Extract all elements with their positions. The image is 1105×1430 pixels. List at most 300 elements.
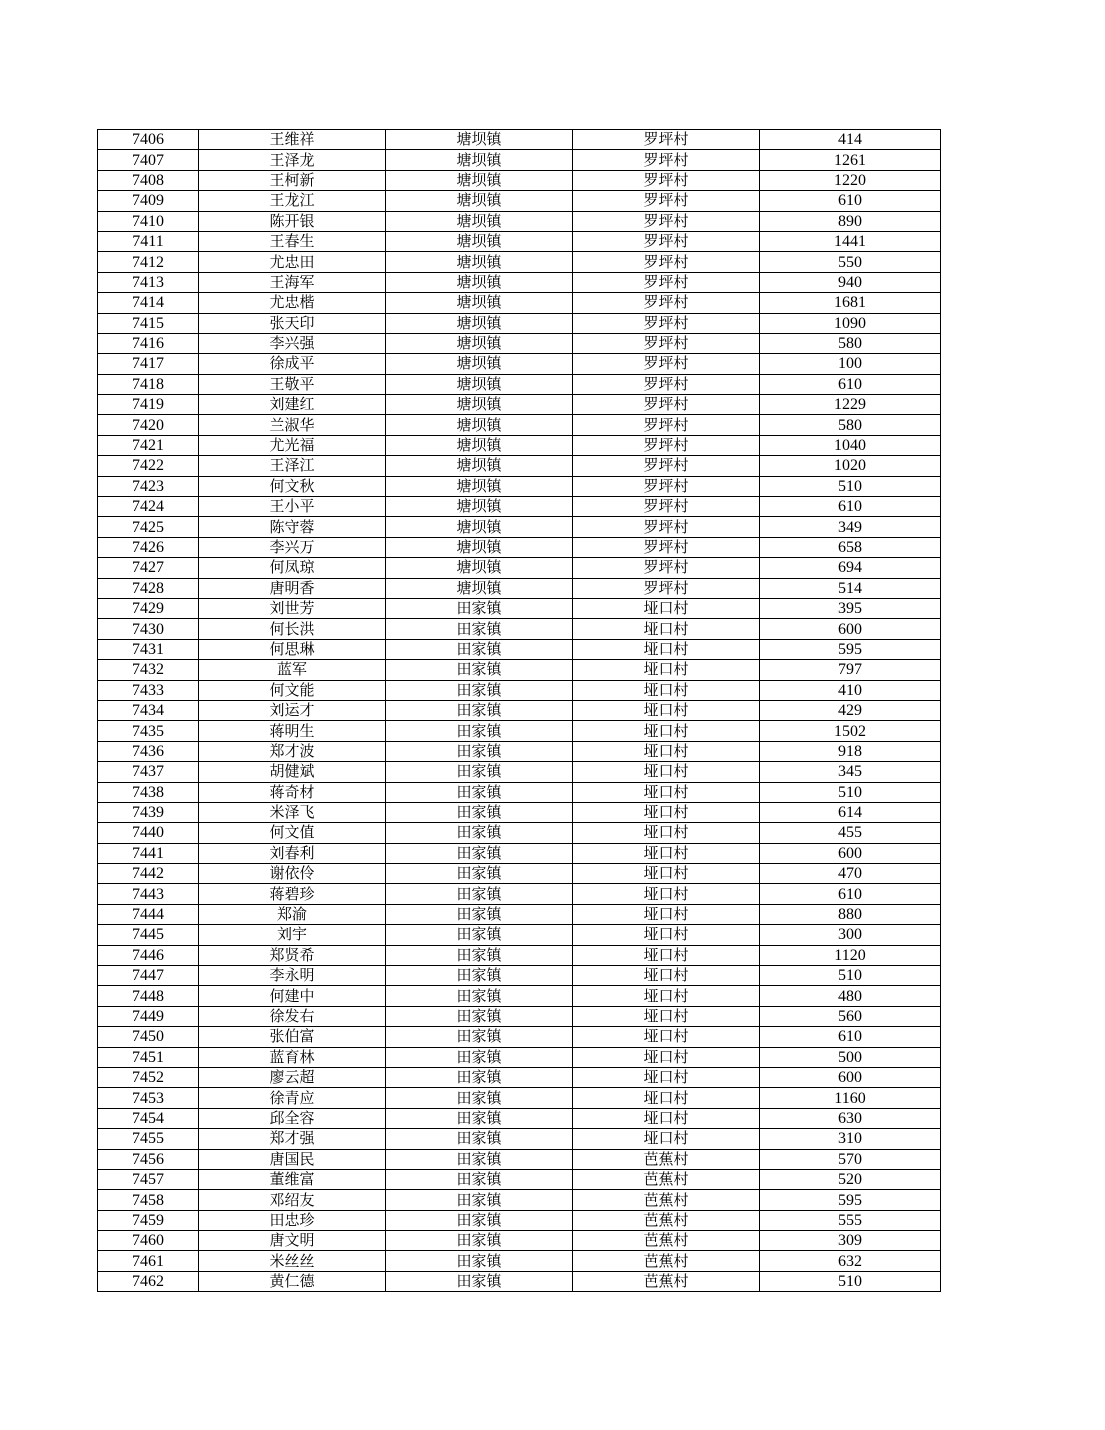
- cell-id: 7459: [98, 1210, 199, 1230]
- cell-amount: 520: [760, 1169, 941, 1189]
- cell-town: 塘坝镇: [386, 130, 573, 150]
- table-row: [98, 884, 941, 904]
- cell-id: 7433: [98, 680, 199, 700]
- cell-town: 田家镇: [386, 925, 573, 945]
- cell-town: 塘坝镇: [386, 231, 573, 251]
- cell-village: 罗坪村: [573, 252, 760, 272]
- table-row: [98, 1190, 941, 1210]
- cell-name: 唐文明: [199, 1231, 386, 1251]
- cell-village: 芭蕉村: [573, 1149, 760, 1169]
- cell-amount: 500: [760, 1047, 941, 1067]
- cell-id: 7412: [98, 252, 199, 272]
- cell-village: 罗坪村: [573, 130, 760, 150]
- table-row: [98, 762, 941, 782]
- cell-village: 罗坪村: [573, 558, 760, 578]
- cell-name: 何长洪: [199, 619, 386, 639]
- cell-town: 田家镇: [386, 823, 573, 843]
- cell-town: 田家镇: [386, 639, 573, 659]
- table-row: [98, 598, 941, 618]
- cell-name: 李永明: [199, 966, 386, 986]
- cell-amount: 1261: [760, 150, 941, 170]
- cell-village: 垭口村: [573, 823, 760, 843]
- cell-village: 罗坪村: [573, 456, 760, 476]
- table-row: [98, 231, 941, 251]
- cell-town: 田家镇: [386, 884, 573, 904]
- cell-name: 谢依伶: [199, 864, 386, 884]
- cell-town: 塘坝镇: [386, 252, 573, 272]
- cell-village: 垭口村: [573, 660, 760, 680]
- cell-village: 垭口村: [573, 1088, 760, 1108]
- cell-village: 罗坪村: [573, 170, 760, 190]
- table-row: [98, 130, 941, 150]
- cell-id: 7411: [98, 231, 199, 251]
- table-row: [98, 1027, 941, 1047]
- table-row: [98, 864, 941, 884]
- cell-name: 刘春利: [199, 843, 386, 863]
- cell-village: 罗坪村: [573, 272, 760, 292]
- cell-village: 垭口村: [573, 1108, 760, 1128]
- cell-town: 田家镇: [386, 700, 573, 720]
- cell-town: 塘坝镇: [386, 558, 573, 578]
- cell-amount: 614: [760, 802, 941, 822]
- cell-name: 郑渝: [199, 904, 386, 924]
- table-row: [98, 537, 941, 557]
- cell-id: 7437: [98, 762, 199, 782]
- cell-id: 7431: [98, 639, 199, 659]
- cell-amount: 309: [760, 1231, 941, 1251]
- cell-town: 塘坝镇: [386, 435, 573, 455]
- cell-amount: 480: [760, 986, 941, 1006]
- cell-id: 7419: [98, 395, 199, 415]
- cell-amount: 470: [760, 864, 941, 884]
- cell-town: 田家镇: [386, 660, 573, 680]
- cell-village: 罗坪村: [573, 578, 760, 598]
- cell-village: 罗坪村: [573, 211, 760, 231]
- cell-town: 田家镇: [386, 721, 573, 741]
- cell-amount: 349: [760, 517, 941, 537]
- cell-town: 田家镇: [386, 1149, 573, 1169]
- cell-name: 刘宇: [199, 925, 386, 945]
- table-row: [98, 721, 941, 741]
- cell-id: 7428: [98, 578, 199, 598]
- cell-id: 7424: [98, 497, 199, 517]
- cell-id: 7443: [98, 884, 199, 904]
- cell-town: 塘坝镇: [386, 150, 573, 170]
- cell-village: 芭蕉村: [573, 1190, 760, 1210]
- cell-id: 7426: [98, 537, 199, 557]
- cell-id: 7452: [98, 1067, 199, 1087]
- table-row: [98, 252, 941, 272]
- cell-town: 田家镇: [386, 1088, 573, 1108]
- cell-town: 田家镇: [386, 843, 573, 863]
- table-row: [98, 558, 941, 578]
- cell-village: 垭口村: [573, 1006, 760, 1026]
- cell-village: 罗坪村: [573, 476, 760, 496]
- cell-id: 7457: [98, 1169, 199, 1189]
- cell-name: 张伯富: [199, 1027, 386, 1047]
- table-row: [98, 1108, 941, 1128]
- cell-name: 李兴万: [199, 537, 386, 557]
- table-row: [98, 700, 941, 720]
- cell-name: 蒋明生: [199, 721, 386, 741]
- cell-id: 7441: [98, 843, 199, 863]
- cell-town: 塘坝镇: [386, 395, 573, 415]
- cell-village: 罗坪村: [573, 537, 760, 557]
- cell-amount: 1160: [760, 1088, 941, 1108]
- cell-name: 兰淑华: [199, 415, 386, 435]
- cell-town: 田家镇: [386, 986, 573, 1006]
- table-row: [98, 741, 941, 761]
- cell-name: 何文值: [199, 823, 386, 843]
- cell-amount: 580: [760, 415, 941, 435]
- cell-id: 7462: [98, 1271, 199, 1291]
- cell-town: 田家镇: [386, 864, 573, 884]
- cell-id: 7435: [98, 721, 199, 741]
- cell-name: 张天印: [199, 313, 386, 333]
- cell-village: 罗坪村: [573, 313, 760, 333]
- cell-town: 塘坝镇: [386, 313, 573, 333]
- cell-id: 7418: [98, 374, 199, 394]
- table-row: [98, 578, 941, 598]
- cell-id: 7448: [98, 986, 199, 1006]
- cell-village: 罗坪村: [573, 395, 760, 415]
- table-row: [98, 802, 941, 822]
- cell-name: 米丝丝: [199, 1251, 386, 1271]
- table-row: [98, 823, 941, 843]
- cell-amount: 610: [760, 374, 941, 394]
- cell-amount: 1681: [760, 293, 941, 313]
- table-row: [98, 333, 941, 353]
- cell-amount: 1502: [760, 721, 941, 741]
- cell-village: 垭口村: [573, 1047, 760, 1067]
- cell-name: 李兴强: [199, 333, 386, 353]
- cell-name: 王春生: [199, 231, 386, 251]
- cell-amount: 610: [760, 884, 941, 904]
- cell-town: 田家镇: [386, 782, 573, 802]
- cell-village: 罗坪村: [573, 374, 760, 394]
- cell-name: 王敬平: [199, 374, 386, 394]
- cell-town: 塘坝镇: [386, 272, 573, 292]
- table-row: [98, 1210, 941, 1230]
- cell-name: 郑才波: [199, 741, 386, 761]
- cell-town: 田家镇: [386, 1006, 573, 1026]
- cell-name: 何凤琼: [199, 558, 386, 578]
- cell-amount: 414: [760, 130, 941, 150]
- table-body: [98, 130, 941, 1292]
- cell-name: 陈开银: [199, 211, 386, 231]
- cell-id: 7425: [98, 517, 199, 537]
- cell-town: 田家镇: [386, 1067, 573, 1087]
- cell-amount: 632: [760, 1251, 941, 1271]
- cell-name: 何思琳: [199, 639, 386, 659]
- cell-id: 7409: [98, 191, 199, 211]
- cell-town: 田家镇: [386, 1108, 573, 1128]
- cell-town: 塘坝镇: [386, 333, 573, 353]
- cell-town: 田家镇: [386, 904, 573, 924]
- cell-amount: 610: [760, 1027, 941, 1047]
- cell-town: 田家镇: [386, 741, 573, 761]
- table-row: [98, 354, 941, 374]
- table-row: [98, 782, 941, 802]
- cell-id: 7407: [98, 150, 199, 170]
- cell-village: 垭口村: [573, 598, 760, 618]
- table-row: [98, 986, 941, 1006]
- cell-name: 郑贤希: [199, 945, 386, 965]
- cell-amount: 550: [760, 252, 941, 272]
- cell-id: 7444: [98, 904, 199, 924]
- cell-amount: 595: [760, 639, 941, 659]
- cell-amount: 658: [760, 537, 941, 557]
- cell-id: 7442: [98, 864, 199, 884]
- cell-town: 田家镇: [386, 598, 573, 618]
- cell-amount: 630: [760, 1108, 941, 1128]
- table-row: [98, 395, 941, 415]
- cell-amount: 455: [760, 823, 941, 843]
- cell-village: 垭口村: [573, 1067, 760, 1087]
- cell-village: 罗坪村: [573, 191, 760, 211]
- table-row: [98, 517, 941, 537]
- cell-amount: 880: [760, 904, 941, 924]
- cell-town: 塘坝镇: [386, 537, 573, 557]
- cell-id: 7439: [98, 802, 199, 822]
- cell-town: 田家镇: [386, 1251, 573, 1271]
- table-row: [98, 415, 941, 435]
- cell-name: 刘运才: [199, 700, 386, 720]
- cell-village: 垭口村: [573, 945, 760, 965]
- table-row: [98, 313, 941, 333]
- table-row: [98, 966, 941, 986]
- cell-amount: 510: [760, 782, 941, 802]
- cell-amount: 300: [760, 925, 941, 945]
- cell-amount: 610: [760, 191, 941, 211]
- cell-id: 7453: [98, 1088, 199, 1108]
- cell-village: 垭口村: [573, 802, 760, 822]
- table-row: [98, 639, 941, 659]
- cell-id: 7445: [98, 925, 199, 945]
- cell-amount: 1120: [760, 945, 941, 965]
- cell-town: 田家镇: [386, 1169, 573, 1189]
- table-row: [98, 476, 941, 496]
- cell-id: 7447: [98, 966, 199, 986]
- cell-town: 田家镇: [386, 762, 573, 782]
- cell-name: 蒋奇材: [199, 782, 386, 802]
- cell-town: 塘坝镇: [386, 211, 573, 231]
- cell-name: 尤光福: [199, 435, 386, 455]
- cell-village: 罗坪村: [573, 517, 760, 537]
- cell-town: 田家镇: [386, 619, 573, 639]
- table-row: [98, 1149, 941, 1169]
- cell-amount: 1090: [760, 313, 941, 333]
- cell-amount: 1040: [760, 435, 941, 455]
- cell-name: 唐明香: [199, 578, 386, 598]
- cell-amount: 514: [760, 578, 941, 598]
- cell-amount: 580: [760, 333, 941, 353]
- cell-amount: 1020: [760, 456, 941, 476]
- table-row: [98, 374, 941, 394]
- cell-town: 田家镇: [386, 966, 573, 986]
- cell-name: 蓝育林: [199, 1047, 386, 1067]
- cell-name: 田忠珍: [199, 1210, 386, 1230]
- cell-name: 王泽江: [199, 456, 386, 476]
- cell-name: 尤忠楷: [199, 293, 386, 313]
- cell-id: 7417: [98, 354, 199, 374]
- cell-town: 田家镇: [386, 1129, 573, 1149]
- cell-village: 垭口村: [573, 925, 760, 945]
- cell-village: 罗坪村: [573, 354, 760, 374]
- cell-name: 米泽飞: [199, 802, 386, 822]
- cell-name: 陈守蓉: [199, 517, 386, 537]
- cell-name: 蓝军: [199, 660, 386, 680]
- cell-amount: 600: [760, 1067, 941, 1087]
- cell-name: 邱全容: [199, 1108, 386, 1128]
- cell-id: 7414: [98, 293, 199, 313]
- cell-amount: 310: [760, 1129, 941, 1149]
- cell-id: 7427: [98, 558, 199, 578]
- table-row: [98, 1006, 941, 1026]
- cell-id: 7420: [98, 415, 199, 435]
- cell-village: 罗坪村: [573, 435, 760, 455]
- cell-town: 塘坝镇: [386, 293, 573, 313]
- cell-village: 罗坪村: [573, 415, 760, 435]
- cell-village: 罗坪村: [573, 333, 760, 353]
- cell-name: 廖云超: [199, 1067, 386, 1087]
- cell-village: 垭口村: [573, 843, 760, 863]
- cell-id: 7455: [98, 1129, 199, 1149]
- cell-village: 垭口村: [573, 864, 760, 884]
- table-row: [98, 272, 941, 292]
- cell-name: 唐国民: [199, 1149, 386, 1169]
- cell-town: 塘坝镇: [386, 374, 573, 394]
- cell-village: 垭口村: [573, 741, 760, 761]
- cell-village: 垭口村: [573, 782, 760, 802]
- table-row: [98, 1251, 941, 1271]
- cell-id: 7415: [98, 313, 199, 333]
- cell-village: 芭蕉村: [573, 1251, 760, 1271]
- cell-amount: 510: [760, 1271, 941, 1291]
- cell-amount: 560: [760, 1006, 941, 1026]
- cell-village: 垭口村: [573, 639, 760, 659]
- cell-id: 7451: [98, 1047, 199, 1067]
- cell-name: 王维祥: [199, 130, 386, 150]
- cell-village: 垭口村: [573, 904, 760, 924]
- cell-id: 7416: [98, 333, 199, 353]
- table-row: [98, 170, 941, 190]
- table-row: [98, 1047, 941, 1067]
- cell-town: 塘坝镇: [386, 456, 573, 476]
- cell-id: 7429: [98, 598, 199, 618]
- table-row: [98, 435, 941, 455]
- cell-village: 垭口村: [573, 966, 760, 986]
- cell-amount: 610: [760, 497, 941, 517]
- table-row: [98, 680, 941, 700]
- cell-id: 7410: [98, 211, 199, 231]
- cell-name: 邓绍友: [199, 1190, 386, 1210]
- cell-name: 刘建红: [199, 395, 386, 415]
- cell-village: 垭口村: [573, 884, 760, 904]
- cell-amount: 555: [760, 1210, 941, 1230]
- cell-village: 垭口村: [573, 762, 760, 782]
- table-row: [98, 925, 941, 945]
- cell-amount: 890: [760, 211, 941, 231]
- cell-town: 塘坝镇: [386, 191, 573, 211]
- table-row: [98, 945, 941, 965]
- table-row: [98, 904, 941, 924]
- cell-village: 垭口村: [573, 619, 760, 639]
- cell-amount: 600: [760, 843, 941, 863]
- cell-amount: 595: [760, 1190, 941, 1210]
- cell-village: 芭蕉村: [573, 1169, 760, 1189]
- cell-id: 7406: [98, 130, 199, 150]
- cell-town: 塘坝镇: [386, 170, 573, 190]
- table-row: [98, 1088, 941, 1108]
- cell-name: 黄仁德: [199, 1271, 386, 1291]
- cell-amount: 918: [760, 741, 941, 761]
- cell-amount: 510: [760, 476, 941, 496]
- cell-amount: 570: [760, 1149, 941, 1169]
- cell-id: 7458: [98, 1190, 199, 1210]
- cell-town: 塘坝镇: [386, 354, 573, 374]
- cell-id: 7456: [98, 1149, 199, 1169]
- cell-name: 尤忠田: [199, 252, 386, 272]
- cell-amount: 940: [760, 272, 941, 292]
- data-table: [97, 129, 941, 1292]
- cell-amount: 600: [760, 619, 941, 639]
- cell-village: 垭口村: [573, 986, 760, 1006]
- table-row: [98, 1271, 941, 1291]
- cell-name: 王海军: [199, 272, 386, 292]
- table-row: [98, 1231, 941, 1251]
- cell-village: 垭口村: [573, 1027, 760, 1047]
- cell-amount: 345: [760, 762, 941, 782]
- table-row: [98, 497, 941, 517]
- cell-name: 蒋碧珍: [199, 884, 386, 904]
- cell-name: 董维富: [199, 1169, 386, 1189]
- cell-town: 田家镇: [386, 1231, 573, 1251]
- cell-id: 7450: [98, 1027, 199, 1047]
- table-row: [98, 1067, 941, 1087]
- cell-name: 徐发右: [199, 1006, 386, 1026]
- cell-village: 罗坪村: [573, 497, 760, 517]
- table-row: [98, 150, 941, 170]
- cell-id: 7421: [98, 435, 199, 455]
- cell-name: 王柯新: [199, 170, 386, 190]
- cell-amount: 429: [760, 700, 941, 720]
- cell-id: 7423: [98, 476, 199, 496]
- cell-amount: 100: [760, 354, 941, 374]
- cell-id: 7461: [98, 1251, 199, 1271]
- cell-name: 刘世芳: [199, 598, 386, 618]
- cell-amount: 510: [760, 966, 941, 986]
- cell-amount: 694: [760, 558, 941, 578]
- cell-town: 塘坝镇: [386, 517, 573, 537]
- cell-town: 塘坝镇: [386, 476, 573, 496]
- cell-name: 胡健斌: [199, 762, 386, 782]
- cell-id: 7440: [98, 823, 199, 843]
- table-row: [98, 1169, 941, 1189]
- cell-village: 罗坪村: [573, 293, 760, 313]
- cell-town: 田家镇: [386, 1210, 573, 1230]
- cell-village: 垭口村: [573, 700, 760, 720]
- cell-amount: 1220: [760, 170, 941, 190]
- cell-amount: 1229: [760, 395, 941, 415]
- cell-id: 7432: [98, 660, 199, 680]
- cell-village: 芭蕉村: [573, 1271, 760, 1291]
- table-row: [98, 191, 941, 211]
- cell-name: 徐青应: [199, 1088, 386, 1108]
- cell-village: 芭蕉村: [573, 1231, 760, 1251]
- cell-name: 徐成平: [199, 354, 386, 374]
- cell-village: 垭口村: [573, 680, 760, 700]
